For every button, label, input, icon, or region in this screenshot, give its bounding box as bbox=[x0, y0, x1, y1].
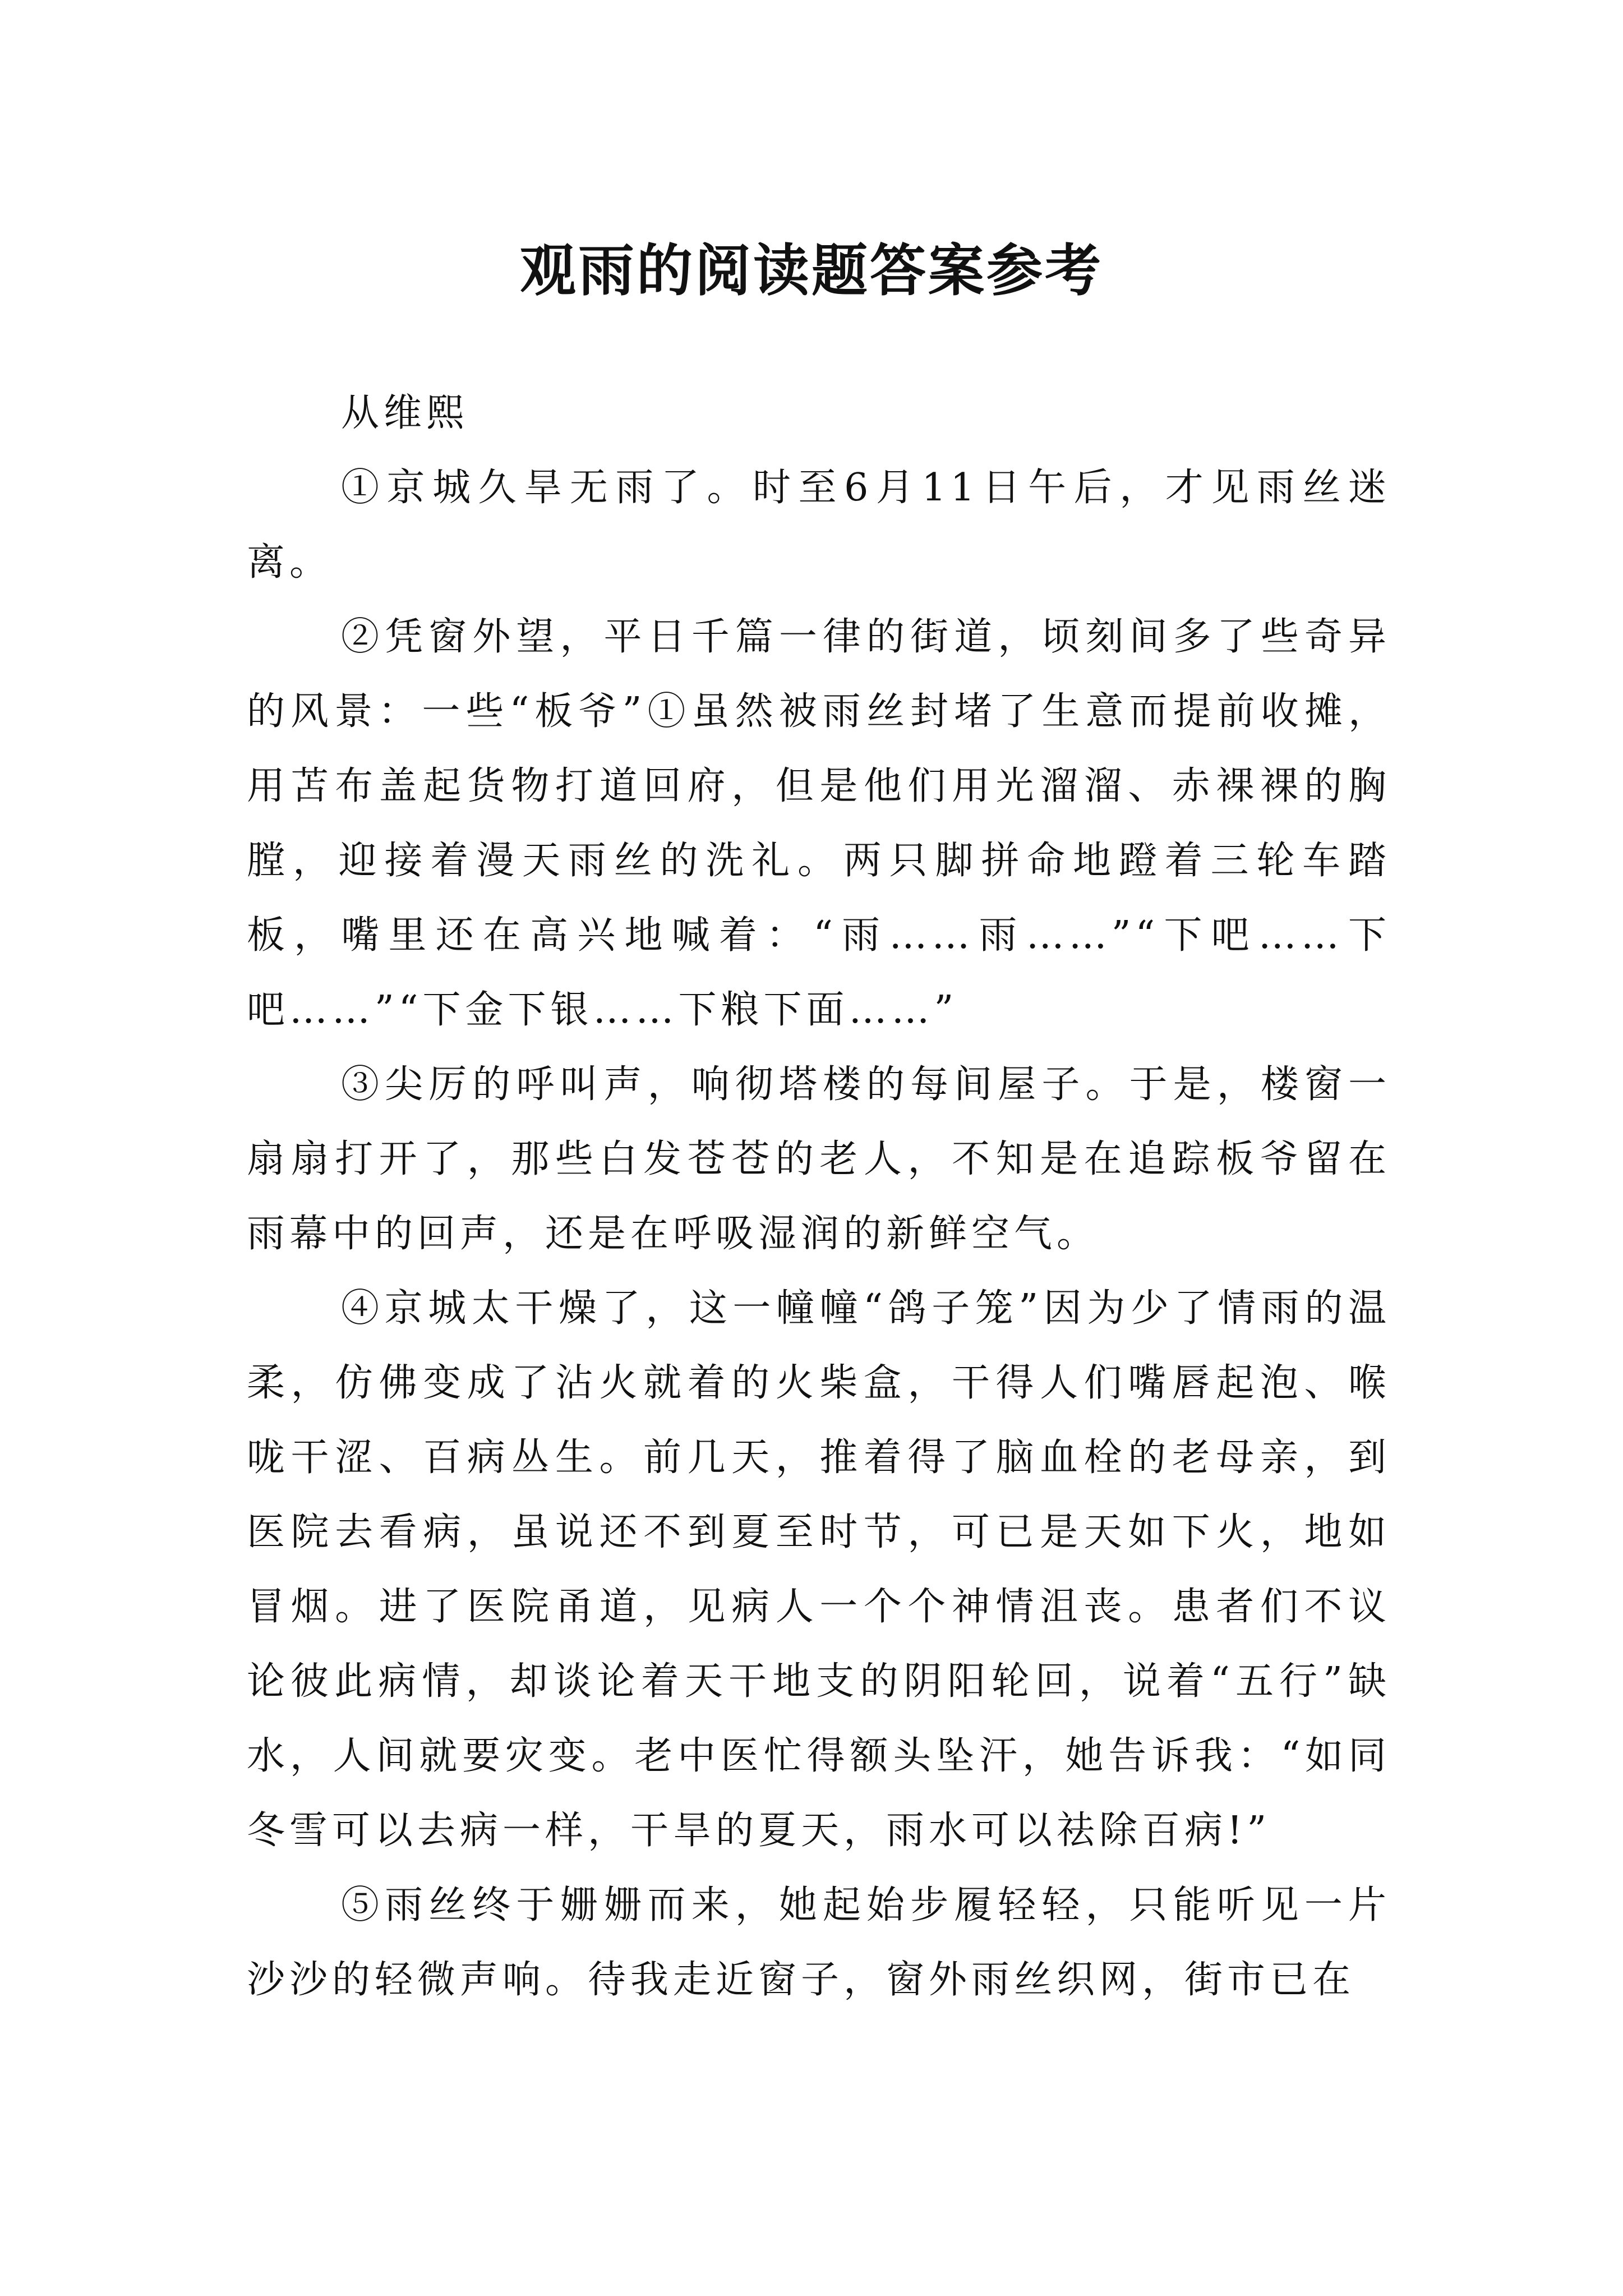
paragraph-1: ①京城久旱无雨了。时至6月11日午后，才见雨丝迷离。 bbox=[247, 466, 1391, 585]
paragraph-4: ④京城太干燥了，这一幢幢“鸽子笼”因为少了情雨的温柔，仿佛变成了沾火就着的火柴盒，干得人们嘴唇起泡、喉咙干涩、百病丛生。前几天，推着得了脑血栓的老母亲，到医院去看病，虽说还不到夏至时节，可已是天如下火，地如冒烟。进了医院甬道，见病人一个个神情沮丧。患者们不议论彼此病情，却谈论着天干地支的阴阳轮回，说着“五行”缺水，人间就要灾变。老中医忙得额头坠汗，她告诉我：“如同冬雪可以去病一样，干旱的夏天，雨水可以祛除百病!” bbox=[247, 1286, 1391, 1853]
author-name: 从维熙 bbox=[341, 391, 469, 435]
paragraph-3: ③尖厉的呼叫声，响彻塔楼的每间屋子。于是，楼窗一扇扇打开了，那些白发苍苍的老人，不知是在追踪板爷留在雨幕中的回声，还是在呼吸湿润的新鲜空气。 bbox=[247, 1062, 1391, 1256]
paragraph-5: ⑤雨丝终于姗姗而来，她起始步履轻轻，只能听见一片沙沙的轻微声响。待我走近窗子，窗外雨丝织网，街市已在 bbox=[247, 1883, 1391, 2002]
paragraph-2: ②凭窗外望，平日千篇一律的街道，顷刻间多了些奇异的风景：一些“板爷”①虽然被雨丝封堵了生意而提前收摊，用苫布盖起货物打道回府，但是他们用光溜溜、赤裸裸的胸膛，迎接着漫天雨丝的洗礼。两只脚拼命地蹬着三轮车踏板，嘴里还在高兴地喊着：“雨……雨……”“下吧……下吧……”“下金下银……下粮下面……” bbox=[247, 615, 1391, 1032]
article-body bbox=[247, 376, 1391, 2017]
page-title: 观雨的阅读题答案参考 bbox=[520, 237, 1103, 303]
